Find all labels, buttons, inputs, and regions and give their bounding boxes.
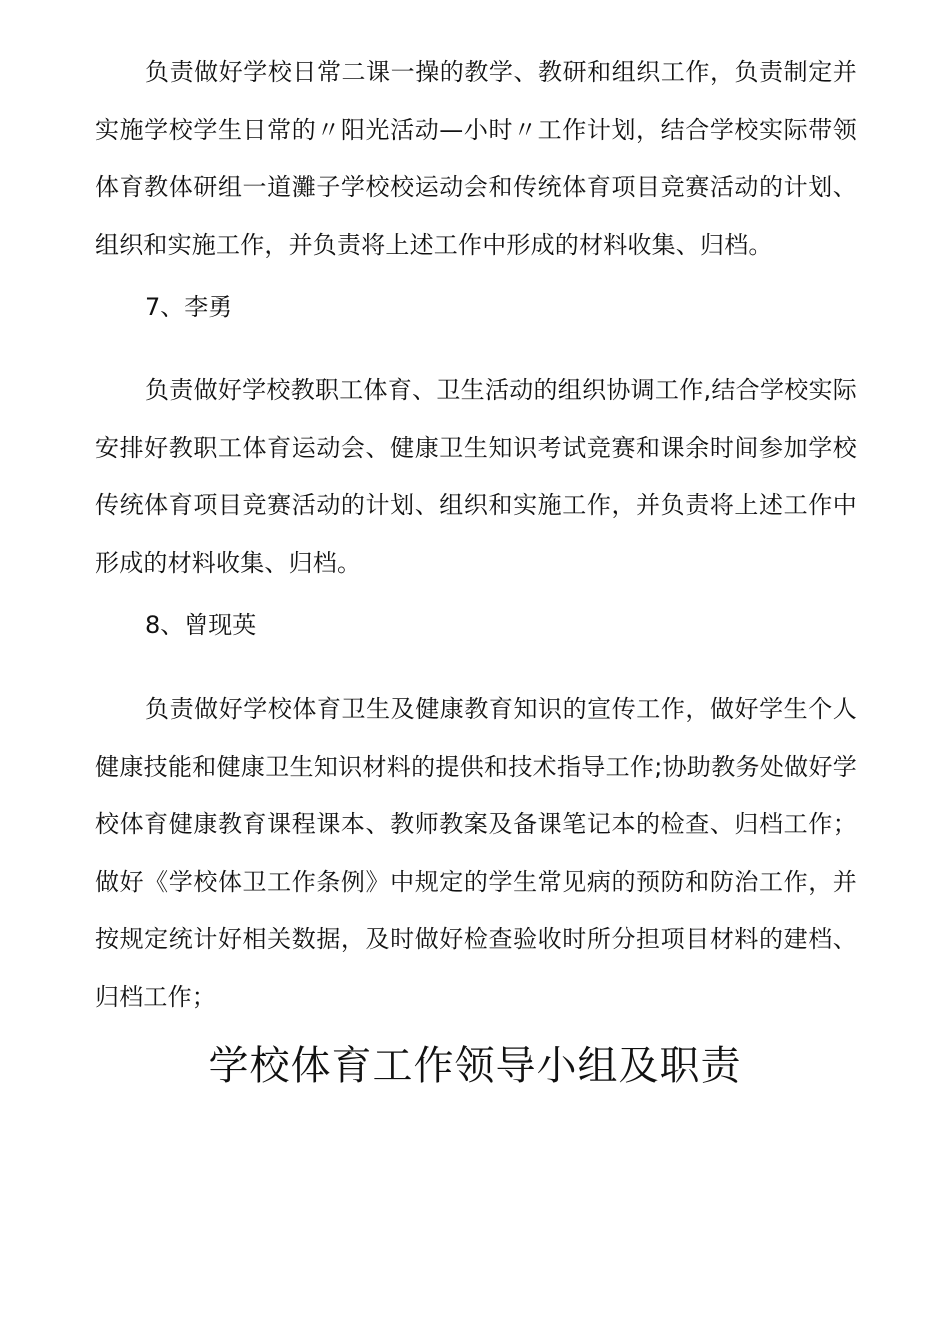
paragraph-duties-3: 负责做好学校体育卫生及健康教育知识的宣传工作，做好学生个人健康技能和健康卫生知识材料的提供和技术指导工作;协助教务处做好学校体育健康教育课程课本、教师教案及备课笔记本的检查、归档工作；做好《学校体卫工作条例》中规定的学生常见病的预防和防治工作，并按规定统计好相关数据，及时做好检查验收时所分担项目材料的建档、归档工作；	[95, 695, 857, 1011]
paragraph-duties-2: 负责做好学校教职工体育、卫生活动的组织协调工作,结合学校实际安排好教职工体育运动会、健康卫生知识考试竞赛和课余时间参加学校传统体育项目竞赛活动的计划、组织和实施工作，并负责将上述工作中形成的材料收集、归档。	[95, 376, 857, 577]
section-heading-7: 7、李勇	[145, 293, 233, 321]
section-heading-8: 8、曾现英	[145, 611, 257, 639]
paragraph-duties-1: 负责做好学校日常二课一操的教学、教研和组织工作，负责制定并实施学校学生日常的〃阳光活动—小时〃工作计划，结合学校实际带领体育教体研组一道灘子学校校运动会和传统体育项目竞赛活动的计划、组织和实施工作，并负责将上述工作中形成的材料收集、归档。	[95, 58, 857, 259]
document-title: 学校体育工作领导小组及职责	[208, 1043, 742, 1089]
